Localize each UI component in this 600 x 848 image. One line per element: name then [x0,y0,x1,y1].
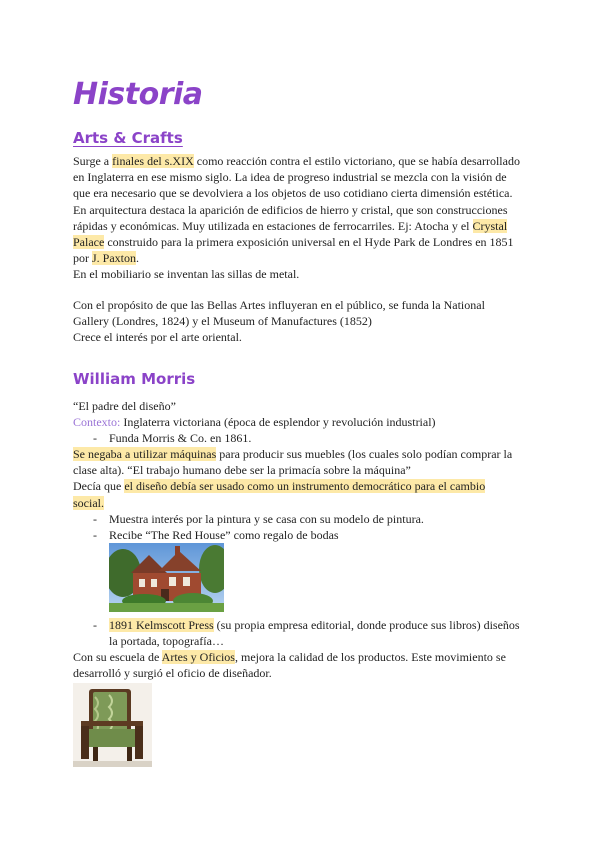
text-line: clase alta). “El trabajo humano debe ser la primacía sobre la máquina” [73,463,411,478]
highlight: finales del s.XIX [112,154,194,168]
quote-line: “El padre del diseño” [73,399,176,413]
context-line: Contexto: Inglaterra victoriana (época de esplendor y revolución industrial) [73,415,436,430]
bullet-item: - 1891 Kelmscott Press (su propia empresa editorial, donde produce sus libros) diseños la portada, topografía… [93,618,520,649]
highlight: social [73,495,101,510]
text-line: Decía que el diseño debía ser usado como un instrumento democrático para el cambio [73,479,486,494]
bullet-item: - Muestra interés por la pintura y se casa con su modelo de pintura. [93,512,424,526]
text-line: Palace construido para la primera exposición universal en el Hyde Park de Londres en 1851 [73,235,514,250]
bullet-item: - Recibe “The Red House” como regalo de bodas [93,528,339,542]
text-line: Se negaba a utilizar máquinas para producir sus muebles (los cuales solo podían comprar la [73,447,513,461]
page-title: Historia [73,77,203,112]
highlight: Palace [73,235,105,250]
text-line: que era necesario que se devolviera a los objetos de uso cotidiano cierta dimensión estética. [73,186,513,201]
highlight: el diseño debía ser usado como un instrumento democrático para el cambio [124,479,486,494]
red-house-image [109,543,224,612]
highlight: J. Paxton [92,251,137,266]
highlight: Crystal [472,218,508,233]
text-line: Surge a finales del s.XIX como reacción contra el estilo victoriano, que se había desarrollado [73,154,520,168]
bullet-item: - Funda Morris & Co. en 1861. [93,431,252,445]
context-label: Contexto: [73,415,121,430]
arts-paragraph-2 [73,297,535,346]
text-line: desarrolló y surgió el oficio de diseñador. [73,666,272,681]
dash-bullet: - [93,431,97,445]
text-line: por J. Paxton. [73,251,140,266]
morris-statements [73,446,535,511]
text-line: en Inglaterra en ese mismo siglo. La idea de progreso industrial se mezcla con la visión de [73,170,507,185]
section-heading-william-morris: William Morris [73,370,196,388]
text-line: Gallery (Londres, 1824) y el Museum of Manufactures (1852) [73,314,372,329]
dash-bullet: - [93,512,97,526]
section-heading-arts-crafts: Arts & Crafts [73,129,183,147]
chair-illustration [73,683,152,767]
text-line: social. [73,495,104,510]
text-line: En el mobiliario se inventan las sillas de metal. [73,267,300,282]
highlight: Artes y Oficios [161,650,235,664]
dash-bullet: - [93,528,97,542]
red-house-illustration [109,543,224,612]
morris-ending [73,649,535,681]
arts-paragraph-1 [73,153,535,283]
morris-intro [73,398,535,430]
highlight: Se negaba a utilizar máquinas [73,447,217,461]
text-line: Crece el interés por el arte oriental. [73,330,242,345]
text-line: Con su escuela de Artes y Oficios, mejora la calidad de los productos. Este movimiento se [73,650,506,664]
highlight: 1891 Kelmscott Press [109,618,214,632]
text-line: rápidas y económicas. Muy utilizada en estaciones de ferrocarriles. Ej: Atocha y el Crystal [73,218,508,233]
text-line: Con el propósito de que las Bellas Artes influyeran en el público, se funda la National [73,298,485,312]
dash-bullet: - [93,618,97,632]
text-line: En arquitectura destaca la aparición de edificios de hierro y cristal, que son construcciones [73,202,508,217]
morris-chair-image [73,683,152,767]
